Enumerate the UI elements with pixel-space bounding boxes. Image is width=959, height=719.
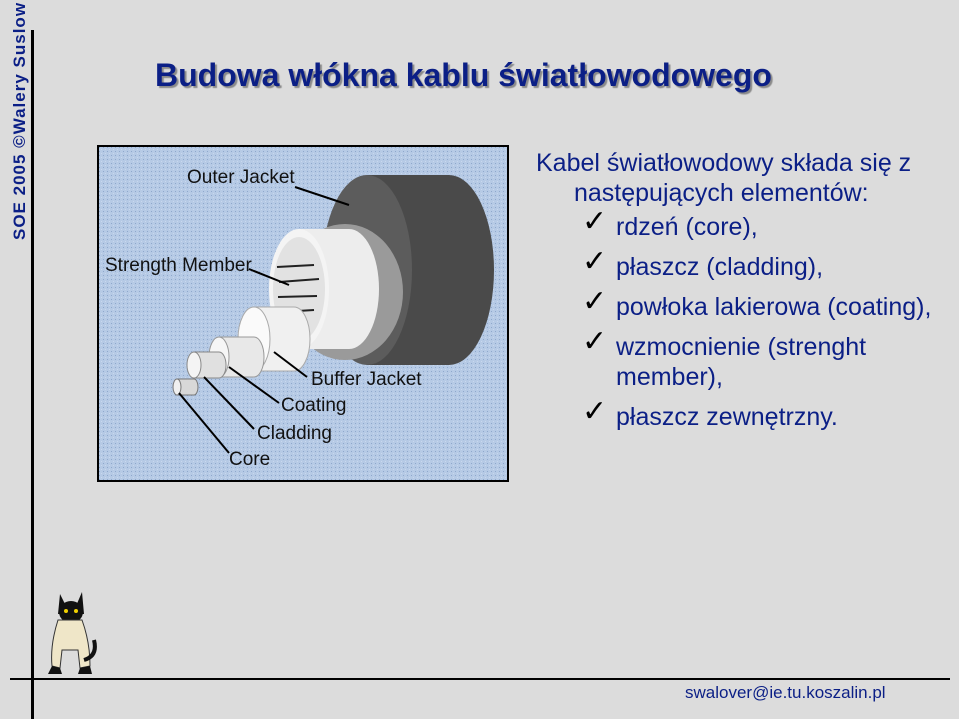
label-outer-jacket: Outer Jacket (187, 167, 295, 188)
list-item-text: rdzeń (core), (616, 213, 758, 241)
side-label-text: SOE 2005 ©Walery Suslow (10, 1, 29, 240)
cable-diagram-svg (99, 147, 507, 480)
label-buffer-jacket: Buffer Jacket (311, 369, 422, 390)
checkmark-icon: ✓ (582, 395, 608, 428)
content-list (536, 148, 946, 442)
list-item (536, 205, 946, 242)
list-item-text: wzmocnienie (strenght member), (616, 333, 867, 391)
label-core: Core (229, 449, 271, 470)
list-item-text: płaszcz (cladding), (616, 253, 824, 281)
cladding-end (187, 352, 201, 378)
intro-line-1: Kabel światłowodowy składa się z (536, 149, 912, 177)
list-item (536, 285, 946, 322)
list-item-text: powłoka lakierowa (coating), (616, 293, 932, 321)
checkmark-icon: ✓ (582, 325, 608, 358)
list-item-text: płaszcz zewnętrzny. (616, 403, 838, 431)
element-list (536, 205, 946, 432)
cat-logo (40, 590, 100, 678)
intro-line-2: następujących elementów: (574, 179, 869, 207)
label-coating: Coating (281, 395, 347, 416)
vertical-divider (31, 30, 34, 719)
list-item (536, 395, 946, 432)
checkmark-icon: ✓ (582, 245, 608, 278)
label-strength-member: Strength Member (105, 255, 252, 276)
slide-title: Budowa włókna kablu światłowodowego (155, 57, 772, 93)
list-item (536, 325, 946, 392)
footer-email: swalover@ie.tu.koszalin.pl (685, 683, 886, 702)
horizontal-divider (10, 678, 950, 680)
checkmark-icon: ✓ (582, 285, 608, 318)
checkmark-icon: ✓ (582, 205, 608, 238)
label-cladding: Cladding (257, 423, 332, 444)
list-item (536, 245, 946, 282)
cat-icon (40, 590, 100, 678)
fiber-cable-diagram (97, 145, 509, 482)
